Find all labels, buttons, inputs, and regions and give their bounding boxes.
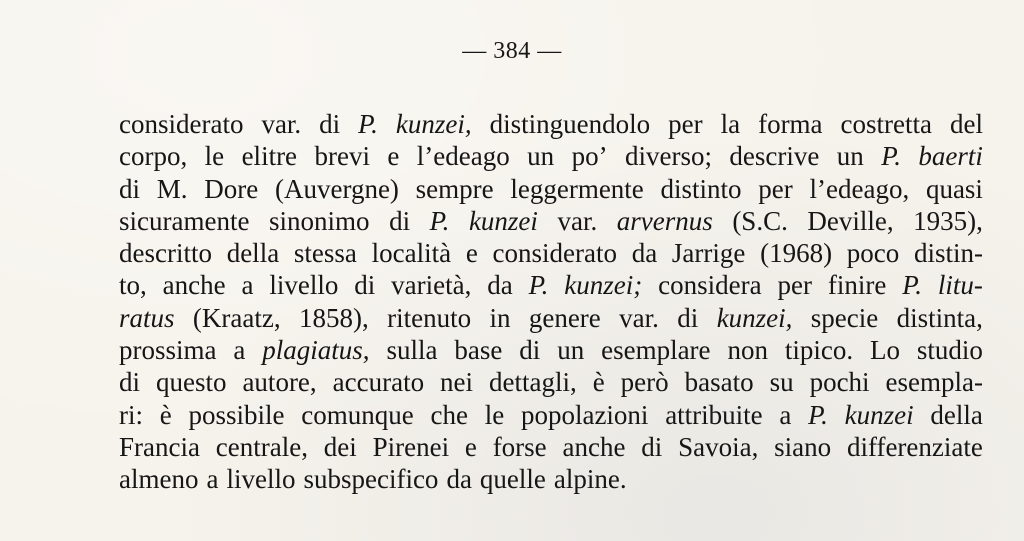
body-paragraph: [119, 108, 983, 496]
text-word: pochi: [809, 367, 870, 398]
text-word: del: [949, 109, 983, 139]
text-word: var.: [619, 302, 659, 333]
text-line: [119, 269, 983, 301]
text-word: livello: [226, 464, 296, 495]
text-word: siano: [774, 431, 832, 462]
text-word: a: [206, 464, 219, 495]
text-line: [119, 431, 983, 463]
text-word: da: [487, 270, 513, 301]
text-word: di: [677, 302, 699, 333]
text-line: [119, 237, 983, 269]
text-word: ritenuto: [387, 302, 472, 333]
text-word: distinguendolo: [489, 109, 651, 139]
text-word: (S.C.: [732, 205, 788, 236]
text-word: sulla: [386, 335, 438, 366]
text-word: Lo: [870, 335, 900, 366]
text-word: di: [119, 367, 141, 398]
text-word: di: [641, 431, 663, 462]
text-word: località: [371, 238, 452, 269]
text-word: 1935),: [913, 205, 983, 236]
text-word: poco: [846, 238, 900, 269]
text-word: per: [668, 109, 703, 139]
text-word: po’: [571, 141, 608, 172]
text-word: un: [527, 141, 555, 172]
text-line: [119, 302, 983, 334]
text-word: P.: [429, 205, 450, 236]
text-word: da: [631, 238, 658, 269]
text-word: distinto: [660, 173, 742, 204]
text-word: di: [519, 335, 541, 366]
text-word: di: [319, 109, 341, 139]
text-word: possibile: [188, 399, 285, 430]
text-word: e: [465, 238, 478, 269]
text-line: [119, 334, 983, 366]
text-line: [119, 173, 983, 205]
text-line: [119, 399, 983, 431]
text-word: arvernus: [616, 205, 713, 236]
text-word: quelle: [479, 464, 546, 495]
text-word: anche: [162, 270, 226, 301]
text-line: [119, 366, 983, 398]
text-word: quasi: [925, 173, 983, 204]
text-word: nei: [440, 367, 474, 398]
text-word: plagiatus,: [262, 335, 370, 366]
text-line: [119, 205, 983, 237]
text-word: considerato: [119, 109, 244, 139]
text-word: esempla-: [885, 367, 983, 398]
text-word: e: [387, 141, 400, 172]
text-word: questo: [155, 367, 227, 398]
text-word: dettagli,: [489, 367, 577, 398]
text-word: a: [779, 399, 792, 430]
text-word: non: [727, 335, 768, 366]
text-word: var.: [557, 205, 598, 236]
text-word: a: [233, 335, 246, 366]
text-word: per: [758, 173, 793, 204]
text-word: su: [769, 367, 794, 398]
text-word: centrale,: [215, 431, 308, 462]
text-word: alpine.: [553, 464, 627, 495]
text-word: è: [159, 399, 172, 430]
text-word: litu-: [937, 270, 983, 301]
text-word: però: [620, 367, 669, 398]
text-word: Francia: [119, 431, 200, 462]
text-word: accurato: [332, 367, 425, 398]
text-word: P.: [358, 109, 378, 139]
text-word: forma: [758, 109, 823, 139]
text-word: P.: [902, 270, 923, 301]
text-word: attribuite: [665, 399, 763, 430]
text-word: prossima: [119, 335, 217, 366]
text-word: di: [354, 270, 376, 301]
text-word: da: [446, 464, 472, 495]
text-word: della: [930, 399, 983, 430]
text-word: brevi: [314, 141, 370, 172]
text-word: l’edeago: [416, 141, 510, 172]
text-word: kunzei: [468, 205, 538, 236]
text-word: kunzei,: [395, 109, 472, 139]
text-word: della: [226, 238, 280, 269]
text-word: varietà,: [391, 270, 472, 301]
text-word: descrive: [729, 141, 820, 172]
text-word: kunzei;: [564, 270, 643, 301]
text-word: specie: [810, 302, 879, 333]
text-word: studio: [916, 335, 983, 366]
text-word: elitre: [241, 141, 298, 172]
text-word: kunzei,: [716, 302, 793, 333]
page-number: — 384 —: [462, 38, 562, 64]
text-word: (Auvergne): [274, 173, 399, 204]
text-word: genere: [528, 302, 601, 333]
text-word: P.: [808, 399, 828, 430]
text-word: sempre: [415, 173, 494, 204]
text-word: esemplare: [601, 335, 711, 366]
text-word: autore,: [242, 367, 317, 398]
text-word: ratus: [119, 302, 175, 333]
text-word: P.: [528, 270, 549, 301]
text-word: to,: [119, 270, 147, 301]
text-word: dei: [323, 431, 357, 462]
text-word: di: [119, 173, 141, 204]
bleed-through-texture: [300, 496, 820, 536]
text-word: Deville,: [807, 205, 894, 236]
text-word: livello: [269, 270, 339, 301]
text-word: è: [592, 367, 605, 398]
text-word: Dore: [204, 173, 259, 204]
text-word: costretta: [840, 109, 932, 139]
text-word: considera: [658, 270, 762, 301]
text-word: differenziate: [846, 431, 983, 462]
text-word: un: [836, 141, 864, 172]
text-word: un: [557, 335, 585, 366]
text-word: popolazioni: [520, 399, 649, 430]
text-word: anche: [562, 431, 626, 462]
text-word: sicuramente: [119, 205, 250, 236]
text-word: basato: [684, 367, 754, 398]
text-word: di: [389, 205, 411, 236]
text-line: [119, 108, 983, 140]
text-word: comunque: [301, 399, 414, 430]
text-word: finire: [827, 270, 887, 301]
text-word: var.: [261, 109, 302, 139]
text-word: (1968): [760, 238, 833, 269]
text-word: almeno: [119, 464, 199, 495]
text-line: [119, 140, 983, 172]
text-line: [119, 463, 983, 495]
text-word: l’edeago,: [809, 173, 910, 204]
text-word: tipico.: [784, 335, 854, 366]
text-word: descritto: [119, 238, 212, 269]
text-word: le: [484, 399, 505, 430]
text-word: subspecifico: [303, 464, 439, 495]
text-word: per: [777, 270, 812, 301]
text-word: 1858),: [298, 302, 369, 333]
text-word: baerti: [918, 141, 983, 172]
text-word: distin-: [913, 238, 983, 269]
text-word: diverso;: [625, 141, 712, 172]
text-word: sinonimo: [269, 205, 370, 236]
text-word: leggermente: [510, 173, 644, 204]
text-word: che: [430, 399, 468, 430]
text-word: Jarrige: [671, 238, 746, 269]
text-word: ri:: [119, 399, 143, 430]
text-word: distinta,: [896, 302, 983, 333]
text-word: considerato: [492, 238, 617, 269]
text-word: (Kraatz,: [192, 302, 281, 333]
text-word: e: [464, 431, 477, 462]
text-word: le: [204, 141, 225, 172]
text-word: la: [720, 109, 741, 139]
text-word: corpo,: [119, 141, 188, 172]
text-word: in: [489, 302, 511, 333]
text-word: kunzei: [844, 399, 914, 430]
text-word: Savoia,: [678, 431, 759, 462]
text-word: forse: [492, 431, 547, 462]
text-word: stessa: [293, 238, 357, 269]
text-word: Pirenei: [372, 431, 450, 462]
text-word: P.: [881, 141, 901, 172]
text-word: base: [454, 335, 503, 366]
text-word: M.: [156, 173, 188, 204]
text-word: a: [241, 270, 254, 301]
